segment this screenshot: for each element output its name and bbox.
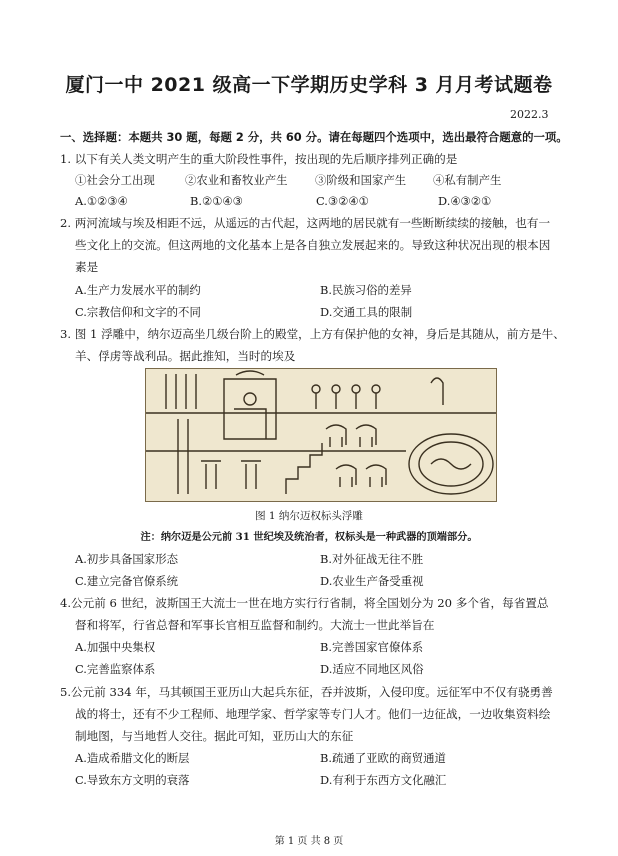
q2-stem-line: 素是 — [75, 260, 99, 274]
q5-stem-line: 制地图，与当地哲人交往。据此可知，亚历山大的东征 — [75, 729, 354, 743]
q2-stem-line: 2. 两河流域与埃及相距不远，从遥远的古代起，这两地的居民就有一些断断续续的接触，也有一 — [60, 216, 551, 230]
q4-option-d: D.适应不同地区风俗 — [320, 662, 424, 676]
q5-stem-line: 战的将士，还有不少工程师、地理学家、哲学家等专门人才。他们一边征战，一边收集资料绘 — [75, 707, 551, 721]
q5-option-c: C.导致东方文明的衰落 — [75, 773, 190, 787]
q2-option-c: C.宗教信仰和文字的不同 — [75, 305, 201, 319]
q1-item: ④私有制产生 — [433, 173, 502, 187]
q1-option-b: B.②①④③ — [190, 194, 243, 208]
q1-option-c: C.③②④① — [316, 194, 369, 208]
q4-option-b: B.完善国家官僚体系 — [320, 640, 424, 654]
section-heading: 一、选择题：本题共 30 题，每题 2 分，共 60 分。请在每题四个选项中，选出最符合题意的一项。 — [60, 130, 568, 144]
q3-option-c: C.建立完备官僚系统 — [75, 574, 179, 588]
q4-stem-line: 4.公元前 6 世纪，波斯国王大流士一世在地方实行行省制，将全国划分为 20 多个省，每省置总 — [60, 596, 549, 610]
q4-option-a: A.加强中央集权 — [75, 640, 156, 654]
q3-option-a: A.初步具备国家形态 — [75, 552, 178, 566]
q4-option-c: C.完善监察体系 — [75, 662, 156, 676]
q1-item: ①社会分工出现 — [75, 173, 155, 187]
q3-option-b: B.对外征战无往不胜 — [320, 552, 424, 566]
q3-option-d: D.农业生产备受重视 — [320, 574, 424, 588]
q5-option-d: D.有利于东西方文化融汇 — [320, 773, 447, 787]
q2-option-b: B.民族习俗的差异 — [320, 283, 412, 297]
q2-option-d: D.交通工具的限制 — [320, 305, 413, 319]
q4-stem-line: 督和将军，行省总督和军事长官相互监督和制约。大流士一世此举旨在 — [75, 618, 435, 632]
q5-stem-line: 5.公元前 334 年，马其顿国王亚历山大起兵东征，吞并波斯，入侵印度。远征军中不仅有骁勇善 — [60, 685, 553, 699]
relief-drawing — [146, 369, 496, 501]
q1-item: ③阶级和国家产生 — [315, 173, 407, 187]
q2-option-a: A.生产力发展水平的制约 — [75, 283, 201, 297]
q2-stem-line: 些文化上的交流。但这两地的文化基本上是各自独立发展起来的。导致这种状况出现的根本因 — [75, 238, 551, 252]
q1-option-d: D.④③②① — [438, 194, 492, 208]
q5-option-a: A.造成希腊文化的断层 — [75, 751, 190, 765]
q1-stem: 1. 以下有关人类文明产生的重大阶段性事件，按出现的先后顺序排列正确的是 — [60, 152, 458, 166]
figure-caption: 图 1 纳尔迈权标头浮雕 — [255, 510, 363, 522]
narmer-macehead-relief-image — [145, 368, 497, 502]
exam-title: 厦门一中 2021 级高一下学期历史学科 3 月月考试题卷 — [65, 74, 553, 96]
page-footer: 第 1 页 共 8 页 — [274, 836, 344, 847]
q1-option-a: A.①②③④ — [75, 194, 128, 208]
q5-option-b: B.疏通了亚欧的商贸通道 — [320, 751, 446, 765]
exam-date: 2022.3 — [510, 108, 549, 121]
q3-stem-line: 3. 图 1 浮雕中，纳尔迈高坐几级台阶上的殿堂，上方有保护他的女神，身后是其随从，前方是牛、 — [60, 327, 565, 341]
q3-stem-line: 羊、俘虏等战利品。据此推知，当时的埃及 — [75, 349, 296, 363]
q1-item: ②农业和畜牧业产生 — [185, 173, 288, 187]
figure-note: 注：纳尔迈是公元前 31 世纪埃及统治者，权标头是一种武器的顶端部分。 — [140, 531, 478, 543]
